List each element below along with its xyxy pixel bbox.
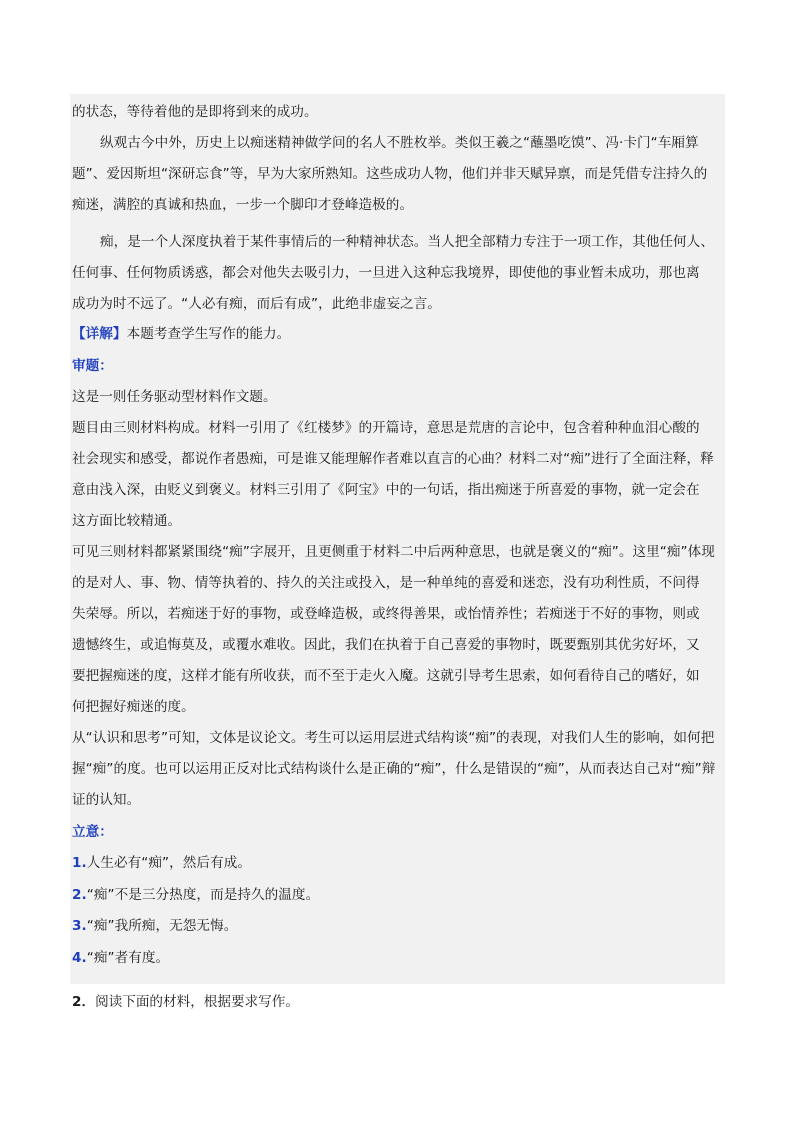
paragraph-line: 握“痴”的度。也可以运用正反对比式结构谈什么是正确的“痴”，什么是错误的“痴”，从而表达自己对“痴”辩	[72, 761, 716, 777]
liyi-item	[72, 885, 319, 905]
paragraph-line: 要把握痴迷的度，这样才能有所收获，而不至于走火入魔。这就引导考生思索，如何看待自己的嗜好，如	[72, 668, 700, 684]
liyi-item-number: 4.	[72, 950, 87, 966]
paragraph-line: 这方面比较精通。	[72, 513, 182, 529]
liyi-item-text: “痴”者有度。	[86, 950, 170, 966]
question-number: 2．	[72, 994, 96, 1010]
detail-text: 本题考查学生写作的能力。	[126, 326, 291, 342]
paragraph-line: 的是对人、事、物、情等执着的、持久的关注或投入，是一种单纯的喜爱和迷恋，没有功利性质，不问得	[72, 575, 700, 591]
paragraph-line: 这是一则任务驱动型材料作文题。	[72, 389, 277, 405]
liyi-item-number: 3.	[72, 918, 87, 934]
paragraph-line: 任何事、任何物质诱惑，都会对他失去吸引力，一旦进入这种忘我境界，即使他的事业暂未成功，那也离	[72, 265, 700, 281]
question-text: 阅读下面的材料，根据要求写作。	[95, 994, 299, 1010]
paragraph-line: 遗憾终生，或追悔莫及，或覆水难收。因此，我们在执着于自己喜爱的事物时，既要甄别其优劣好坏，又	[72, 637, 700, 653]
liyi-item-number: 1.	[72, 855, 87, 871]
paragraph-line: 证的认知。	[72, 792, 141, 808]
paragraph-line: 成功为时不远了。“人必有痴，而后有成”，此绝非虚妄之言。	[72, 296, 441, 312]
liyi-item	[72, 916, 237, 936]
paragraph-line: 何把握好痴迷的度。	[72, 699, 195, 715]
detail-label: 【详解】	[72, 326, 127, 342]
liyi-item	[72, 948, 169, 968]
liyi-heading: 立意：	[72, 824, 113, 840]
paragraph-line: 失荣辱。所以，若痴迷于好的事物，或登峰造极，或终得善果，或怡情养性；若痴迷于不好的事物，则或	[72, 606, 700, 622]
liyi-item-text: “痴”我所痴，无怨无悔。	[86, 918, 238, 934]
paragraph-line: 可见三则材料都紧紧围绕“痴”字展开，且更侧重于材料二中后两种意思，也就是褒义的“痴”。这里“痴”体现	[72, 544, 715, 560]
paragraph-line: 痴，是一个人深度执着于某件事情后的一种精神状态。当人把全部精力专注于一项工作，其他任何人、	[100, 234, 714, 250]
paragraph-line: 题目由三则材料构成。材料一引用了《红楼梦》的开篇诗，意思是荒唐的言论中，包含着种种血泪心酸的	[72, 420, 700, 436]
paragraph-line: 社会现实和感受，都说作者愚痴，可是谁又能理解作者难以直言的心曲？材料二对“痴”进行了全面注释，释	[72, 451, 714, 467]
liyi-item	[72, 853, 251, 873]
paragraph-line: 从“认识和思考”可知，文体是议论文。考生可以运用层进式结构谈“痴”的表现，对我们人生的影响，如何把	[72, 730, 715, 746]
paragraph-line: 纵观古今中外，历史上以痴迷精神做学问的名人不胜枚举。类似王羲之“蘸墨吃馍”、冯·卡门“车厢算	[100, 135, 699, 151]
liyi-item-number: 2.	[72, 887, 87, 903]
answer-shaded-block	[70, 94, 725, 984]
paragraph-line: 的状态，等待着他的是即将到来的成功。	[72, 104, 318, 120]
paragraph-line: 痴迷，满腔的真诚和热血，一步一个脚印才登峰造极的。	[72, 197, 414, 213]
paragraph-line: 题”、爱因斯坦“深研忘食”等，早为大家所熟知。这些成功人物，他们并非天赋异禀，而是凭借专注持久的	[72, 166, 708, 182]
paragraph-line: 意由浅入深，由贬义到褒义。材料三引用了《阿宝》中的一句话，指出痴迷于所喜爱的事物，就一定会在	[72, 482, 700, 498]
shenti-heading: 审题：	[72, 358, 113, 374]
detail-line	[72, 324, 290, 344]
question-2	[72, 992, 299, 1012]
liyi-item-text: “痴”不是三分热度，而是持久的温度。	[86, 887, 320, 903]
liyi-item-text: 人生必有“痴”，然后有成。	[86, 855, 251, 871]
